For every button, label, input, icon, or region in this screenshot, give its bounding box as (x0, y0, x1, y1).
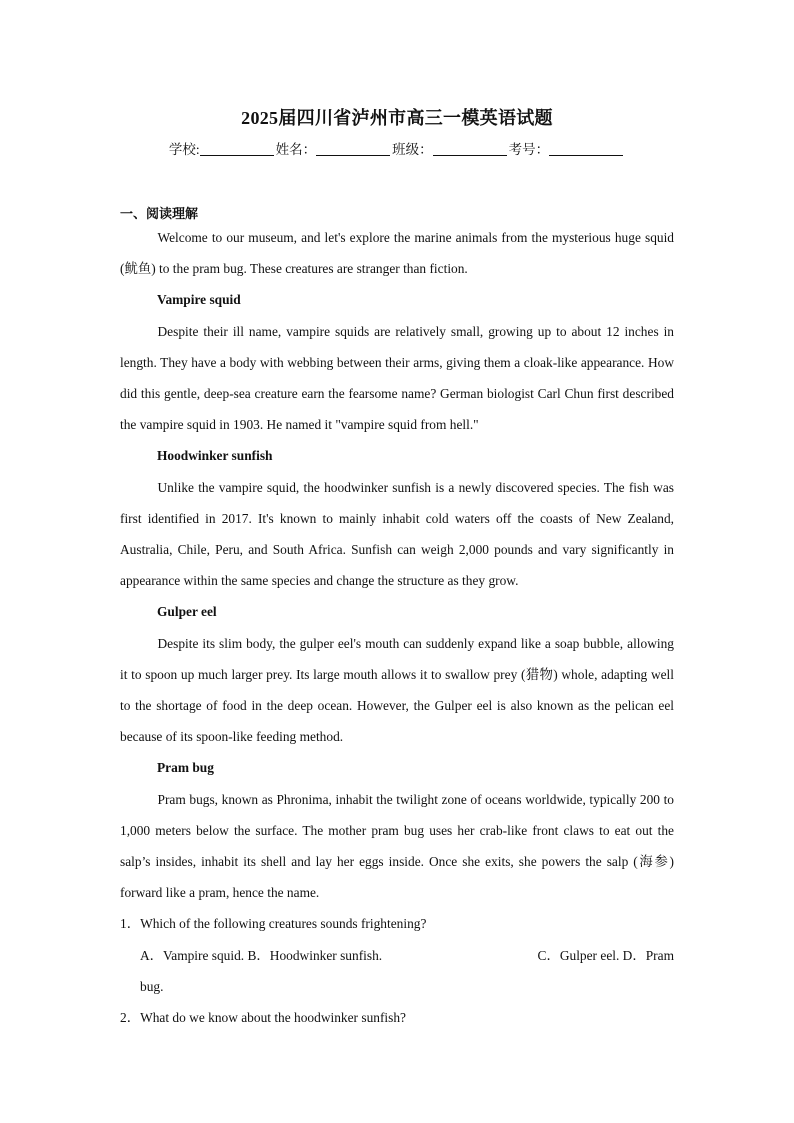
subheading-gulper-eel: Gulper eel (157, 604, 217, 620)
subheading-vampire-squid: Vampire squid (157, 292, 241, 308)
choice-d-wrap: bug. (140, 978, 164, 994)
exam-no-blank (549, 141, 623, 156)
school-blank (200, 141, 274, 156)
paragraph-hoodwinker-sunfish: Unlike the vampire squid, the hoodwinker sunfish is a newly discovered species. The fish was first identified in 2017. It's known to mainly inhabit cold waters off the coasts of New Zealand, Australia, Chile, Peru, and South Africa. Sunfish can weigh 2,000 pounds and vary significantly in appearance within the same species and change the structure as they grow. (120, 479, 674, 589)
question-1-choices (120, 940, 674, 1002)
class-label: 班级： (392, 142, 433, 157)
choice-c-d: C．Gulper eel. D．Pram (537, 947, 674, 963)
paragraph-gulper-eel: Despite its slim body, the gulper eel's mouth can suddenly expand like a soap bubble, allowing it to spoon up much larger prey. Its large mouth allows it to swallow prey (猎物) whole, adapting well to the shortage of food in the deep ocean. However, the Gulper eel is also known as the pelican eel because of its spoon-like feeding method. (120, 635, 674, 745)
student-info-line (0, 138, 794, 158)
paragraph-pram-bug: Pram bugs, known as Phronima, inhabit the twilight zone of oceans worldwide, typically 200 to 1,000 meters below the surface. The mother pram bug uses her crab-like front claws to eat out the salp’s insides, inhabit its shell and lay her eggs inside. Once she exits, she powers the salp (海参) forward like a pram, hence the name. (120, 791, 674, 901)
school-label: 学校: (168, 142, 200, 157)
name-label: 姓名： (275, 142, 317, 157)
exam-no-label: 考号： (508, 142, 550, 157)
page-title: 2025届四川省泸州市高三一模英语试题 (241, 108, 553, 128)
subheading-hoodwinker-sunfish: Hoodwinker sunfish (157, 448, 273, 464)
question-2: 2．What do we know about the hoodwinker sunfish? (120, 1010, 406, 1026)
choice-a-b: A．Vampire squid. B．Hoodwinker sunfish. (140, 947, 383, 963)
paragraph-vampire-squid: Despite their ill name, vampire squids are relatively small, growing up to about 12 inches in length. They have a body with webbing between their arms, giving them a cloak-like appearance. How did this gentle, deep-sea creature earn the fearsome name? German biologist Carl Chun first described the vampire squid in 1903. He named it "vampire squid from hell." (120, 323, 674, 433)
class-blank (433, 141, 507, 156)
intro-paragraph: Welcome to our museum, and let's explore the marine animals from the mysterious huge squid (鱿鱼) to the pram bug. These creatures are stranger than fiction. (120, 230, 674, 277)
reading-passage (120, 222, 674, 1033)
section-heading: 一、阅读理解 (120, 206, 199, 221)
name-blank (316, 141, 390, 156)
subheading-pram-bug: Pram bug (157, 760, 214, 776)
question-1: 1．Which of the following creatures sounds frightening? (120, 916, 427, 932)
